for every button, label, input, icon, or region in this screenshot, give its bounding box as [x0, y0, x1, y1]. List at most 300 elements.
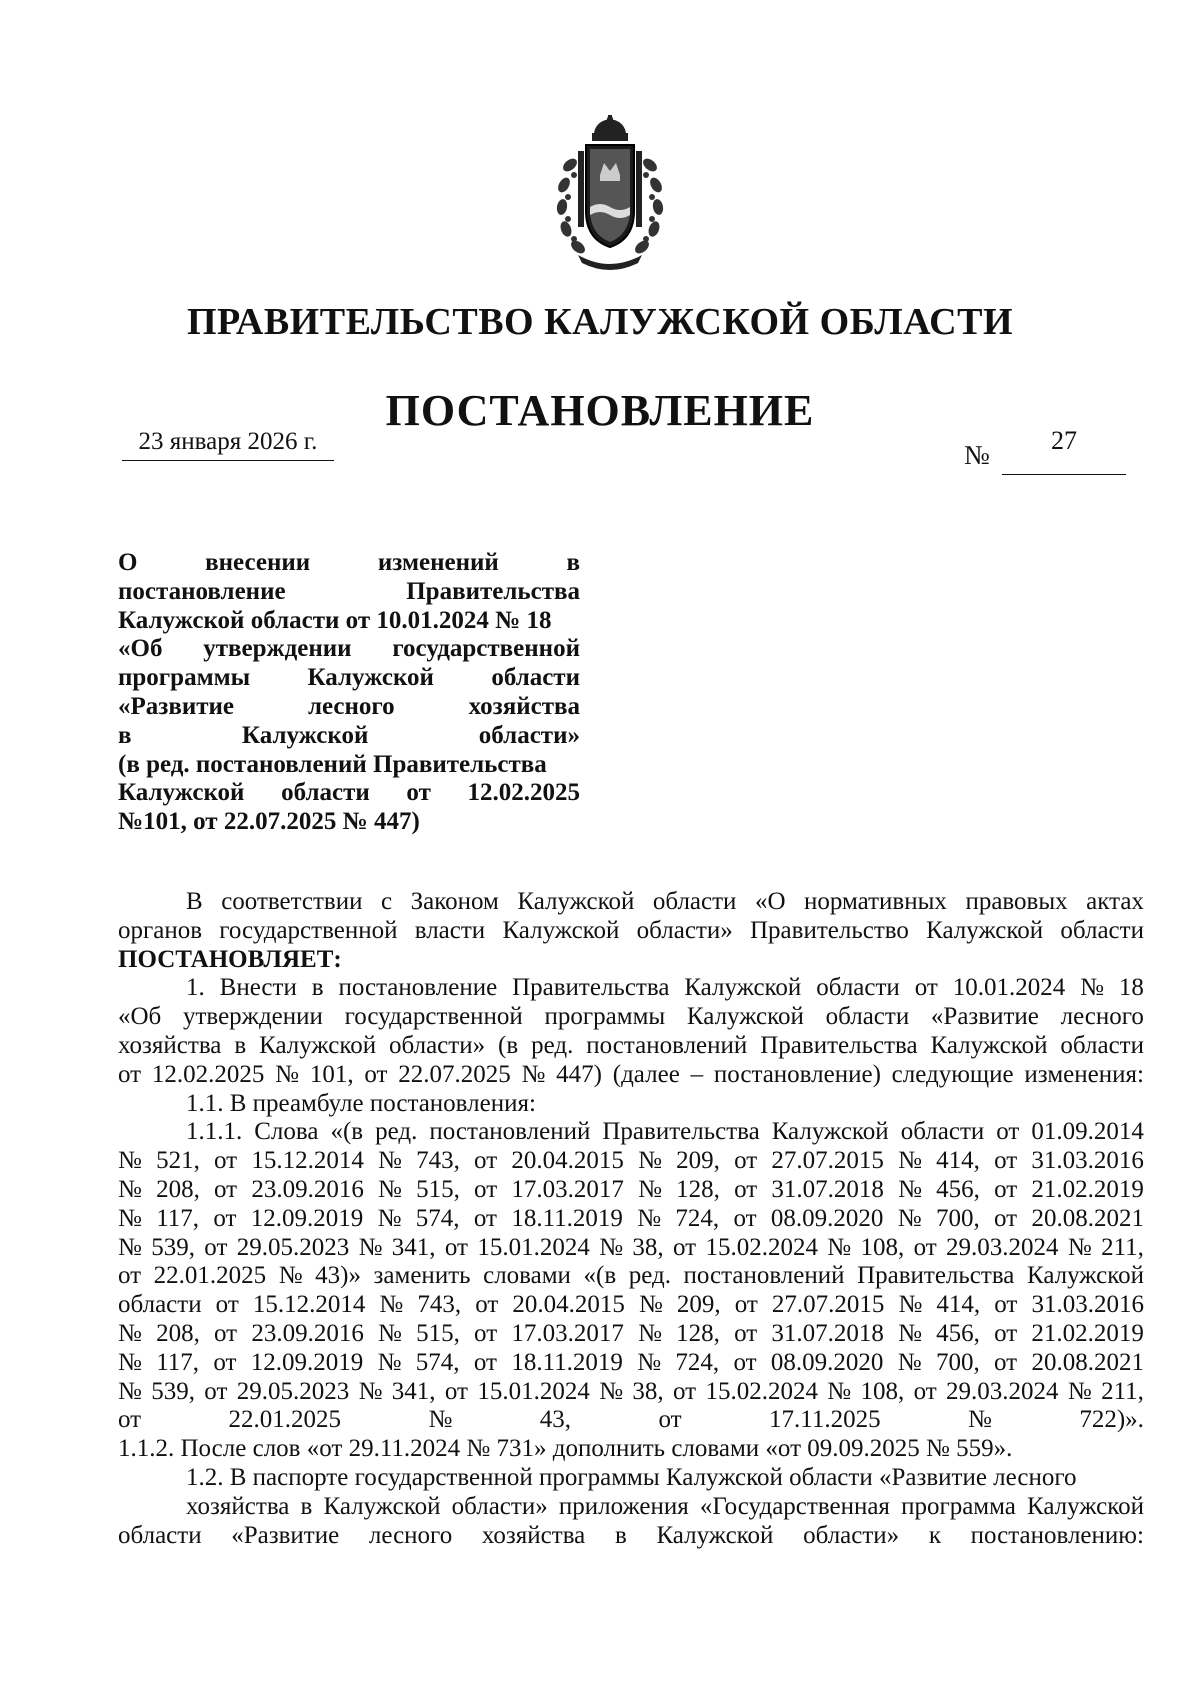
- word: утверждении: [183, 1003, 323, 1031]
- word: 724,: [675, 1348, 720, 1376]
- word: 414,: [936, 1291, 981, 1319]
- word: постановлению:: [970, 1521, 1144, 1549]
- word: №: [637, 1348, 662, 1376]
- word: Калужской: [259, 1031, 377, 1059]
- word: 700,: [935, 1204, 980, 1232]
- word: программы: [118, 664, 251, 692]
- word: от: [474, 1147, 498, 1175]
- word: ред.: [531, 1031, 574, 1059]
- subject-line: [118, 549, 580, 578]
- word: 1.1.1.: [186, 1118, 243, 1146]
- word: изменения:: [1024, 1060, 1144, 1088]
- word: №: [377, 1348, 402, 1376]
- document-subject: [118, 549, 580, 837]
- word: от: [734, 1319, 758, 1347]
- word: от: [672, 1377, 697, 1405]
- word: 08.09.2020: [770, 1204, 884, 1232]
- body-line: [118, 1003, 1144, 1032]
- document-body: [118, 888, 1144, 1550]
- subject-line: [118, 635, 580, 664]
- word: области: [281, 779, 370, 807]
- word: 515,: [416, 1319, 460, 1347]
- word: 117,: [156, 1204, 200, 1232]
- subject-line: (в ред. постановлений Правительства: [118, 750, 547, 778]
- word: в: [311, 974, 324, 1002]
- word: 21.02.2019: [1031, 1319, 1144, 1347]
- body-line: [118, 1406, 1144, 1435]
- word: от: [214, 1175, 238, 1203]
- word: 17.03.2017: [511, 1319, 624, 1347]
- word: №: [638, 1147, 662, 1175]
- word: №: [379, 1291, 404, 1319]
- word: к: [928, 1521, 941, 1549]
- word: от: [473, 1348, 497, 1376]
- word: правовых: [965, 888, 1068, 915]
- number-sign: №: [964, 440, 990, 470]
- word: органов: [118, 916, 203, 944]
- body-line: [118, 1205, 1144, 1234]
- word: постановление: [118, 577, 286, 605]
- word: 27.07.2015: [771, 1147, 884, 1175]
- word: №: [898, 1175, 922, 1203]
- word: лесного: [368, 1521, 453, 1549]
- word: от: [672, 1233, 697, 1261]
- word: постановлений: [429, 1118, 591, 1146]
- word: области: [1060, 1031, 1144, 1059]
- body-line: [118, 1262, 1144, 1291]
- word: 18.11.2019: [511, 1348, 623, 1376]
- word: «Об: [118, 1003, 162, 1031]
- word: №: [278, 1262, 303, 1290]
- organization-title: ПРАВИТЕЛЬСТВО КАЛУЖСКОЙ ОБЛАСТИ: [186, 301, 1014, 343]
- word: №: [1067, 1233, 1092, 1261]
- word: области»: [803, 1521, 900, 1549]
- word: 43)»: [315, 1262, 361, 1290]
- word: 447): [556, 1060, 602, 1088]
- word: области»: [451, 1492, 548, 1520]
- word: №: [637, 1204, 662, 1232]
- word: 515,: [416, 1175, 460, 1203]
- word: от: [444, 1233, 468, 1261]
- word: государственной: [344, 1003, 523, 1031]
- document-type-heading: ПОСТАНОВЛЕНИЕ: [385, 386, 815, 435]
- kaluga-coat-of-arms-icon: [548, 115, 672, 271]
- word: Слова: [254, 1118, 319, 1146]
- word: Калужской: [323, 1492, 441, 1520]
- word: Калужской: [241, 721, 369, 749]
- word: 12.02.2025: [467, 779, 580, 807]
- word: 15.01.2024: [477, 1377, 590, 1405]
- word: 108,: [860, 1377, 905, 1405]
- word: 17.11.2025: [769, 1406, 881, 1434]
- body-line: [118, 1291, 1144, 1320]
- word: области: [491, 664, 580, 692]
- word: Правительства: [857, 1262, 1015, 1290]
- word: 27.07.2015: [771, 1291, 885, 1319]
- word: хозяйства: [118, 1031, 222, 1059]
- word: В: [186, 888, 203, 915]
- word: «(в: [330, 1118, 364, 1146]
- document-date: 23 января 2026 г.: [122, 428, 334, 461]
- body-line: [118, 1032, 1144, 1061]
- word: 29.05.2023: [236, 1377, 350, 1405]
- word: приложения: [558, 1492, 689, 1520]
- word: Калужской: [1026, 1262, 1144, 1290]
- word: заменить: [373, 1262, 471, 1290]
- word: 211,: [1101, 1233, 1144, 1261]
- word: 414,: [936, 1147, 980, 1175]
- word: области: [816, 974, 900, 1002]
- word: 456,: [936, 1175, 980, 1203]
- word: №: [118, 1204, 142, 1232]
- word: от: [733, 1348, 757, 1376]
- body-line: [118, 888, 1144, 917]
- word: №: [638, 1175, 662, 1203]
- word: 12.09.2019: [250, 1204, 364, 1232]
- word: постановлений: [586, 1031, 748, 1059]
- body-line: 1.2. В паспорте государственной программы Калужской области «Развитие лесного: [186, 1463, 1077, 1491]
- word: 15.12.2014: [251, 1147, 364, 1175]
- word: №: [898, 1291, 923, 1319]
- word: Калужской: [502, 916, 620, 944]
- word: утверждении: [203, 635, 352, 663]
- word: постановление: [338, 974, 498, 1002]
- body-line: [118, 1147, 1144, 1176]
- word: лесного: [1060, 1003, 1144, 1031]
- word: «Развитие: [231, 1521, 340, 1549]
- word: №: [118, 1348, 142, 1376]
- word: словами: [483, 1262, 571, 1290]
- word: 108,: [860, 1233, 905, 1261]
- word: власти: [414, 916, 486, 944]
- word: в: [566, 549, 580, 576]
- word: №: [118, 1147, 142, 1175]
- word: постановление): [713, 1060, 881, 1088]
- word: области: [118, 1521, 202, 1549]
- word: 29.05.2023: [236, 1233, 350, 1261]
- word: 01.09.2014: [1031, 1118, 1144, 1146]
- word: внесении: [205, 549, 311, 576]
- word: –: [690, 1060, 704, 1088]
- word: в: [300, 1492, 313, 1520]
- word: Калужской: [771, 1118, 889, 1146]
- word: изменений: [377, 549, 499, 576]
- word: Правительство: [750, 916, 909, 944]
- word: 29.03.2024: [946, 1377, 1059, 1405]
- word: 20.08.2021: [1031, 1348, 1144, 1376]
- subject-line: Калужской области от 10.01.2024 № 18: [118, 606, 552, 634]
- word: от: [406, 779, 431, 807]
- word: 23.09.2016: [251, 1175, 364, 1203]
- word: от: [734, 1175, 758, 1203]
- subject-line: [118, 693, 580, 722]
- word: 22.07.2025: [398, 1060, 511, 1088]
- subject-line: [118, 664, 580, 693]
- word: от: [474, 1319, 498, 1347]
- word: О: [118, 549, 138, 576]
- word: 209,: [676, 1147, 720, 1175]
- word: «О: [754, 888, 786, 915]
- word: №: [599, 1233, 624, 1261]
- word: 10.01.2024: [952, 974, 1066, 1002]
- word: от: [733, 1204, 757, 1232]
- word: «Развитие: [118, 692, 235, 720]
- word: Калужской: [307, 664, 434, 692]
- word: №: [118, 1233, 142, 1261]
- word: Законом: [410, 888, 499, 915]
- word: от: [473, 1204, 497, 1232]
- word: №: [377, 1204, 402, 1232]
- word: от: [364, 1060, 388, 1088]
- word: соответствии: [221, 888, 363, 915]
- word: от: [994, 1348, 1018, 1376]
- word: 128,: [676, 1319, 720, 1347]
- word: области»: [478, 721, 580, 749]
- word: №: [118, 1175, 142, 1203]
- word: от: [734, 1147, 758, 1175]
- word: «Развитие: [930, 1003, 1039, 1031]
- word: 743,: [417, 1291, 462, 1319]
- subject-line: [118, 779, 580, 808]
- word: от: [658, 1406, 682, 1434]
- word: Калужской: [118, 779, 245, 807]
- word: 539,: [151, 1377, 195, 1405]
- word: №: [428, 1406, 453, 1434]
- word: от: [118, 1262, 142, 1290]
- word: 574,: [415, 1204, 460, 1232]
- word: 1.: [186, 974, 205, 1002]
- word: №: [358, 1377, 383, 1405]
- word: от: [994, 1319, 1018, 1347]
- word: области: [652, 888, 737, 915]
- word: №: [1080, 974, 1104, 1002]
- word: от: [204, 1377, 228, 1405]
- body-line: [118, 1320, 1144, 1349]
- word: от: [914, 974, 938, 1002]
- word: №: [897, 1348, 922, 1376]
- word: Правительства: [602, 1118, 760, 1146]
- word: Правительства: [406, 577, 580, 605]
- word: 29.03.2024: [946, 1233, 1059, 1261]
- word: «(в: [583, 1262, 617, 1290]
- word: «Об: [118, 635, 163, 663]
- word: Калужской: [656, 1521, 774, 1549]
- word: Калужской: [1027, 1492, 1144, 1520]
- word: 15.12.2014: [252, 1291, 366, 1319]
- word: 209,: [676, 1291, 721, 1319]
- word: от: [474, 1175, 498, 1203]
- word: в: [614, 1521, 627, 1549]
- word: №: [118, 1319, 142, 1347]
- body-line: [118, 1118, 1144, 1147]
- word: Внести: [219, 974, 297, 1002]
- word: №: [275, 1060, 300, 1088]
- word: №: [827, 1233, 852, 1261]
- word: №: [898, 1319, 922, 1347]
- body-line: [118, 917, 1144, 946]
- word: хозяйства: [481, 1521, 586, 1549]
- word: №: [898, 1147, 922, 1175]
- word: от: [215, 1291, 239, 1319]
- word: от: [994, 1291, 1018, 1319]
- body-line: [118, 974, 1144, 1003]
- word: 128,: [676, 1175, 720, 1203]
- word: 743,: [416, 1147, 460, 1175]
- word: Калужской: [686, 1003, 804, 1031]
- word: государственной: [392, 635, 580, 663]
- word: 456,: [936, 1319, 980, 1347]
- body-line: [118, 1378, 1144, 1407]
- word: 521,: [156, 1147, 200, 1175]
- word: 117,: [156, 1348, 200, 1376]
- word: 574,: [415, 1348, 460, 1376]
- word: от: [214, 1147, 238, 1175]
- word: 208,: [156, 1319, 200, 1347]
- word: 700,: [935, 1348, 980, 1376]
- word: области»: [636, 916, 733, 944]
- word: ред.: [628, 1262, 671, 1290]
- word: №: [599, 1377, 624, 1405]
- word: от: [996, 1118, 1020, 1146]
- word: №: [638, 1291, 663, 1319]
- word: 15.02.2024: [705, 1377, 818, 1405]
- word: 31.03.2016: [1031, 1147, 1144, 1175]
- word: в: [118, 721, 132, 749]
- word: области: [900, 1118, 985, 1146]
- word: области: [1060, 916, 1144, 944]
- word: хозяйства: [186, 1492, 290, 1520]
- body-line: 1.1. В преамбуле постановления:: [186, 1089, 536, 1117]
- word: лесного: [307, 692, 395, 720]
- word: 43,: [539, 1406, 572, 1434]
- word: Правительства: [512, 974, 670, 1002]
- word: №: [1067, 1377, 1092, 1405]
- body-line: [118, 1493, 1144, 1522]
- word: 08.09.2020: [770, 1348, 884, 1376]
- word: от: [214, 1319, 238, 1347]
- word: 724,: [675, 1204, 720, 1232]
- word: от: [444, 1377, 468, 1405]
- word: 12.02.2025: [151, 1060, 265, 1088]
- word: актах: [1086, 888, 1144, 915]
- body-line: [118, 1349, 1144, 1378]
- word: с: [380, 888, 393, 915]
- word: №: [358, 1233, 383, 1261]
- word: 15.01.2024: [477, 1233, 590, 1261]
- word: следующие: [891, 1060, 1014, 1088]
- word: 20.04.2015: [511, 1147, 624, 1175]
- word: №: [968, 1406, 992, 1434]
- word: Калужской: [684, 974, 802, 1002]
- word: №: [378, 1147, 402, 1175]
- word: 341,: [391, 1233, 436, 1261]
- word: от: [994, 1204, 1018, 1232]
- word: программы: [544, 1003, 666, 1031]
- word: «Государственная: [699, 1492, 890, 1520]
- body-line-resolves: ПОСТАНОВЛЯЕТ:: [118, 945, 342, 973]
- word: ред.: [375, 1118, 418, 1146]
- word: 341,: [391, 1377, 436, 1405]
- word: 15.02.2024: [705, 1233, 818, 1261]
- word: от: [913, 1233, 937, 1261]
- document-number: 27: [1002, 426, 1126, 475]
- word: от: [213, 1204, 237, 1232]
- word: 31.07.2018: [771, 1319, 884, 1347]
- word: №: [521, 1060, 546, 1088]
- word: программа: [901, 1492, 1016, 1520]
- word: 31.07.2018: [771, 1175, 884, 1203]
- word: (далее: [612, 1060, 680, 1088]
- word: Правительства: [760, 1031, 918, 1059]
- word: от: [913, 1377, 937, 1405]
- word: от: [994, 1175, 1018, 1203]
- word: №: [638, 1319, 662, 1347]
- word: 101,: [309, 1060, 354, 1088]
- word: 539,: [151, 1233, 195, 1261]
- word: 31.03.2016: [1031, 1291, 1144, 1319]
- word: хозяйства: [468, 692, 580, 720]
- word: 18.11.2019: [511, 1204, 623, 1232]
- subject-line: №101, от 22.07.2025 № 447): [118, 808, 420, 836]
- word: №: [378, 1319, 402, 1347]
- word: №: [118, 1377, 142, 1405]
- word: 22.01.2025: [153, 1262, 267, 1290]
- body-line: 1.1.2. После слов «от 29.11.2024 № 731» дополнить словами «от 09.09.2025 № 559».: [118, 1435, 1013, 1463]
- word: №: [378, 1175, 402, 1203]
- word: №: [897, 1204, 922, 1232]
- word: 211,: [1101, 1377, 1144, 1405]
- word: государственной: [219, 916, 398, 944]
- word: области: [825, 1003, 910, 1031]
- word: от: [204, 1233, 228, 1261]
- word: Калужской: [930, 1031, 1048, 1059]
- body-line: [118, 1234, 1144, 1263]
- word: №: [827, 1377, 852, 1405]
- word: 38,: [632, 1233, 664, 1261]
- body-line: [118, 1522, 1144, 1551]
- word: Калужской: [517, 888, 635, 915]
- word: 21.02.2019: [1031, 1175, 1144, 1203]
- word: 22.01.2025: [228, 1406, 342, 1434]
- word: (в: [498, 1031, 519, 1059]
- word: 208,: [156, 1175, 200, 1203]
- word: 20.04.2015: [512, 1291, 625, 1319]
- word: 12.09.2019: [250, 1348, 364, 1376]
- word: области: [118, 1291, 202, 1319]
- word: от: [118, 1060, 142, 1088]
- word: области»: [389, 1031, 486, 1059]
- word: 17.03.2017: [511, 1175, 624, 1203]
- word: от: [734, 1291, 758, 1319]
- word: Калужской: [926, 916, 1044, 944]
- word: от: [994, 1147, 1018, 1175]
- body-line: [118, 1061, 1144, 1090]
- body-line: [118, 1176, 1144, 1205]
- word: 38,: [632, 1377, 664, 1405]
- word: от: [475, 1291, 499, 1319]
- word: 722)».: [1079, 1406, 1144, 1434]
- word: 23.09.2016: [251, 1319, 364, 1347]
- subject-line: [118, 722, 580, 751]
- word: от: [118, 1406, 142, 1434]
- word: в: [234, 1031, 247, 1059]
- word: нормативных: [804, 888, 947, 915]
- word: постановлений: [683, 1262, 845, 1290]
- word: от: [213, 1348, 237, 1376]
- word: 20.08.2021: [1031, 1204, 1144, 1232]
- word: 18: [1118, 974, 1144, 1002]
- subject-line: [118, 578, 580, 607]
